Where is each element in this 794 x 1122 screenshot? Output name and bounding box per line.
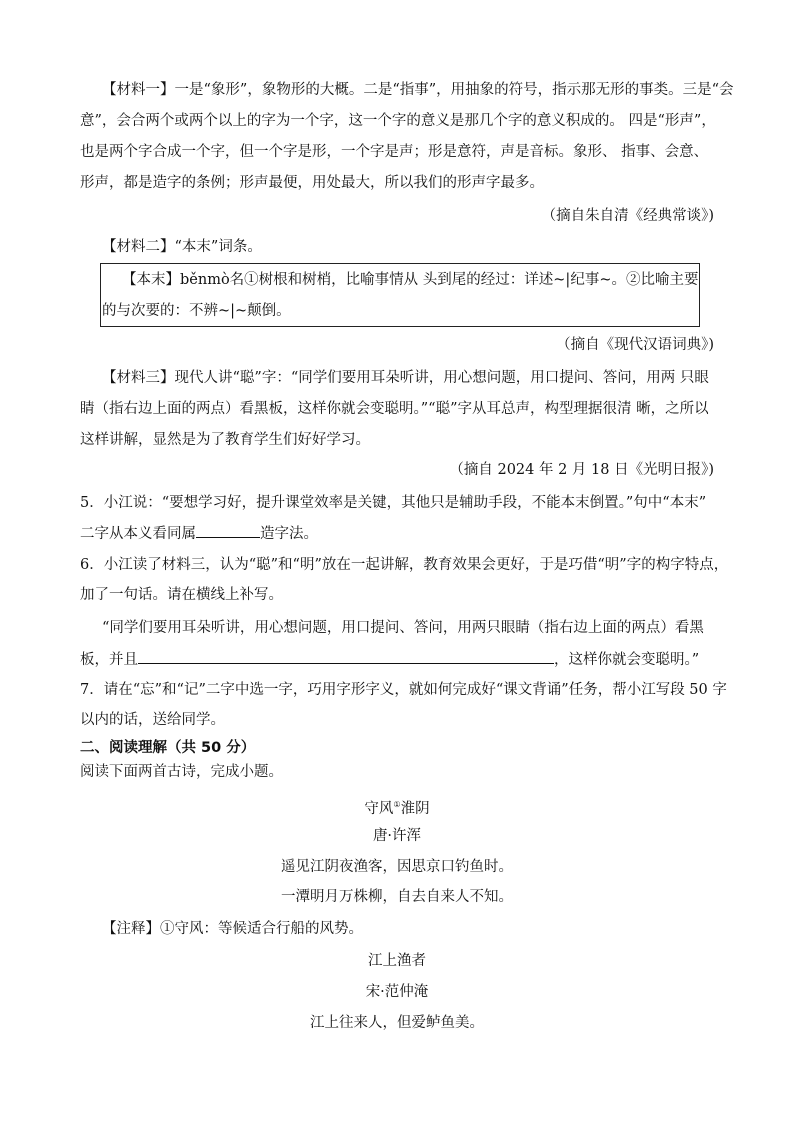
- question5-text-after: 造字法。: [260, 526, 318, 542]
- material1-source: （摘自朱自清《经典常谈》): [541, 208, 714, 224]
- question6-line2: 加了一句话。请在横线上补写。: [80, 587, 283, 603]
- material3-line3: 这样讲解，显然是为了教育学生们好好学习。: [80, 432, 370, 448]
- question6-line1: 6．小江读了材料三，认为“聪”和“明”放在一起讲解，教育效果会更好，于是巧借“明”字的构字特点，: [80, 557, 729, 573]
- section2-heading: 二、阅读理解（共 50 分）: [80, 740, 256, 756]
- material1-line2: 意”，会合两个或两个以上的字为一个字，这一个字的意义是那几个字的意义积成的。 四是“形声”，: [80, 113, 716, 129]
- question5-line1: 5．小江说：“要想学习好，提升课堂效率是关键，其他只是辅助手段，不能本末倒置。”句中“本末”: [80, 495, 707, 511]
- section2-instruction: 阅读下面两首古诗，完成小题。: [80, 764, 283, 780]
- question5-text-before: 二字从本义看同属: [80, 526, 196, 542]
- material1-line1: 【材料一】一是“象形”，象物形的大概。二是“指事”，用抽象的符号，指示那无形的事类。三是“会: [102, 82, 734, 98]
- poem2-line1: 江上往来人，但爱鲈鱼美。: [310, 1015, 484, 1031]
- material3-source: （摘自 2024 年 2 月 18 日《光明日报》): [449, 462, 714, 478]
- material2-source: （摘自《现代汉语词典》): [556, 337, 714, 353]
- poem1-author: 唐·许浑: [372, 828, 422, 844]
- dictionary-entry-line2: 的与次要的：不辨~|~颠倒。: [102, 303, 291, 319]
- question5-answer-blank[interactable]: [196, 522, 260, 538]
- question7-line1: 7．请在“忘”和“记”二字中选一字，巧用字形字义，就如何完成好“课文背诵”任务，帮小江写段 50 字: [80, 682, 727, 698]
- poem1-line1: 遥见江阴夜渔客，因思京口钓鱼时。: [281, 859, 513, 875]
- material3-line2: 睛（指右边上面的两点）看黑板，这样你就会变聪明。”“聪”字从耳总声，构型理据很清 晰，之所以: [80, 401, 709, 417]
- question6-line4: [80, 648, 699, 670]
- question5-line2: [80, 522, 318, 544]
- material3-line1: 【材料三】现代人讲“聪”字：“同学们要用耳朵听讲，用心想问题，用口提问、答问，用两 只眼: [102, 370, 709, 386]
- question6-text-before: 板，并且: [80, 652, 138, 668]
- question6-answer-blank[interactable]: [138, 648, 554, 664]
- question6-text-after: ，这样你就会变聪明。”: [554, 652, 700, 668]
- question6-line3: “同学们要用耳朵听讲，用心想问题，用口提问、答问，用两只眼睛（指右边上面的两点）看黑: [102, 620, 704, 636]
- poem1-title-part2: 淮阴: [400, 800, 430, 817]
- poem1-title: [0, 795, 794, 819]
- poem1-title-part1: 守风: [364, 800, 394, 817]
- poem1-note: 【注释】①守风：等候适合行船的风势。: [102, 921, 363, 937]
- poem2-author: 宋·范仲淹: [365, 984, 429, 1000]
- material1-line4: 形声，都是造字的条例；形声最便，用处最大，所以我们的形声字最多。: [80, 175, 544, 191]
- material1-line3: 也是两个字合成一个字，但一个字是形，一个字是声；形是意符，声是音标。象形、 指事、会意、: [80, 144, 709, 160]
- poem1-title-note-marker: ①: [393, 800, 401, 809]
- dictionary-entry-line1: 【本末】běnmò名①树根和树梢，比喻事情从 头到尾的经过：详述~|纪事~。②比喻主要: [122, 272, 699, 288]
- poem2-title: 江上渔者: [368, 953, 426, 969]
- poem1-line2: 一潭明月万株柳，自去自来人不知。: [281, 889, 513, 905]
- material2-heading: 【材料二】“本末”词条。: [102, 239, 262, 255]
- question7-line2: 以内的话，送给同学。: [80, 712, 225, 728]
